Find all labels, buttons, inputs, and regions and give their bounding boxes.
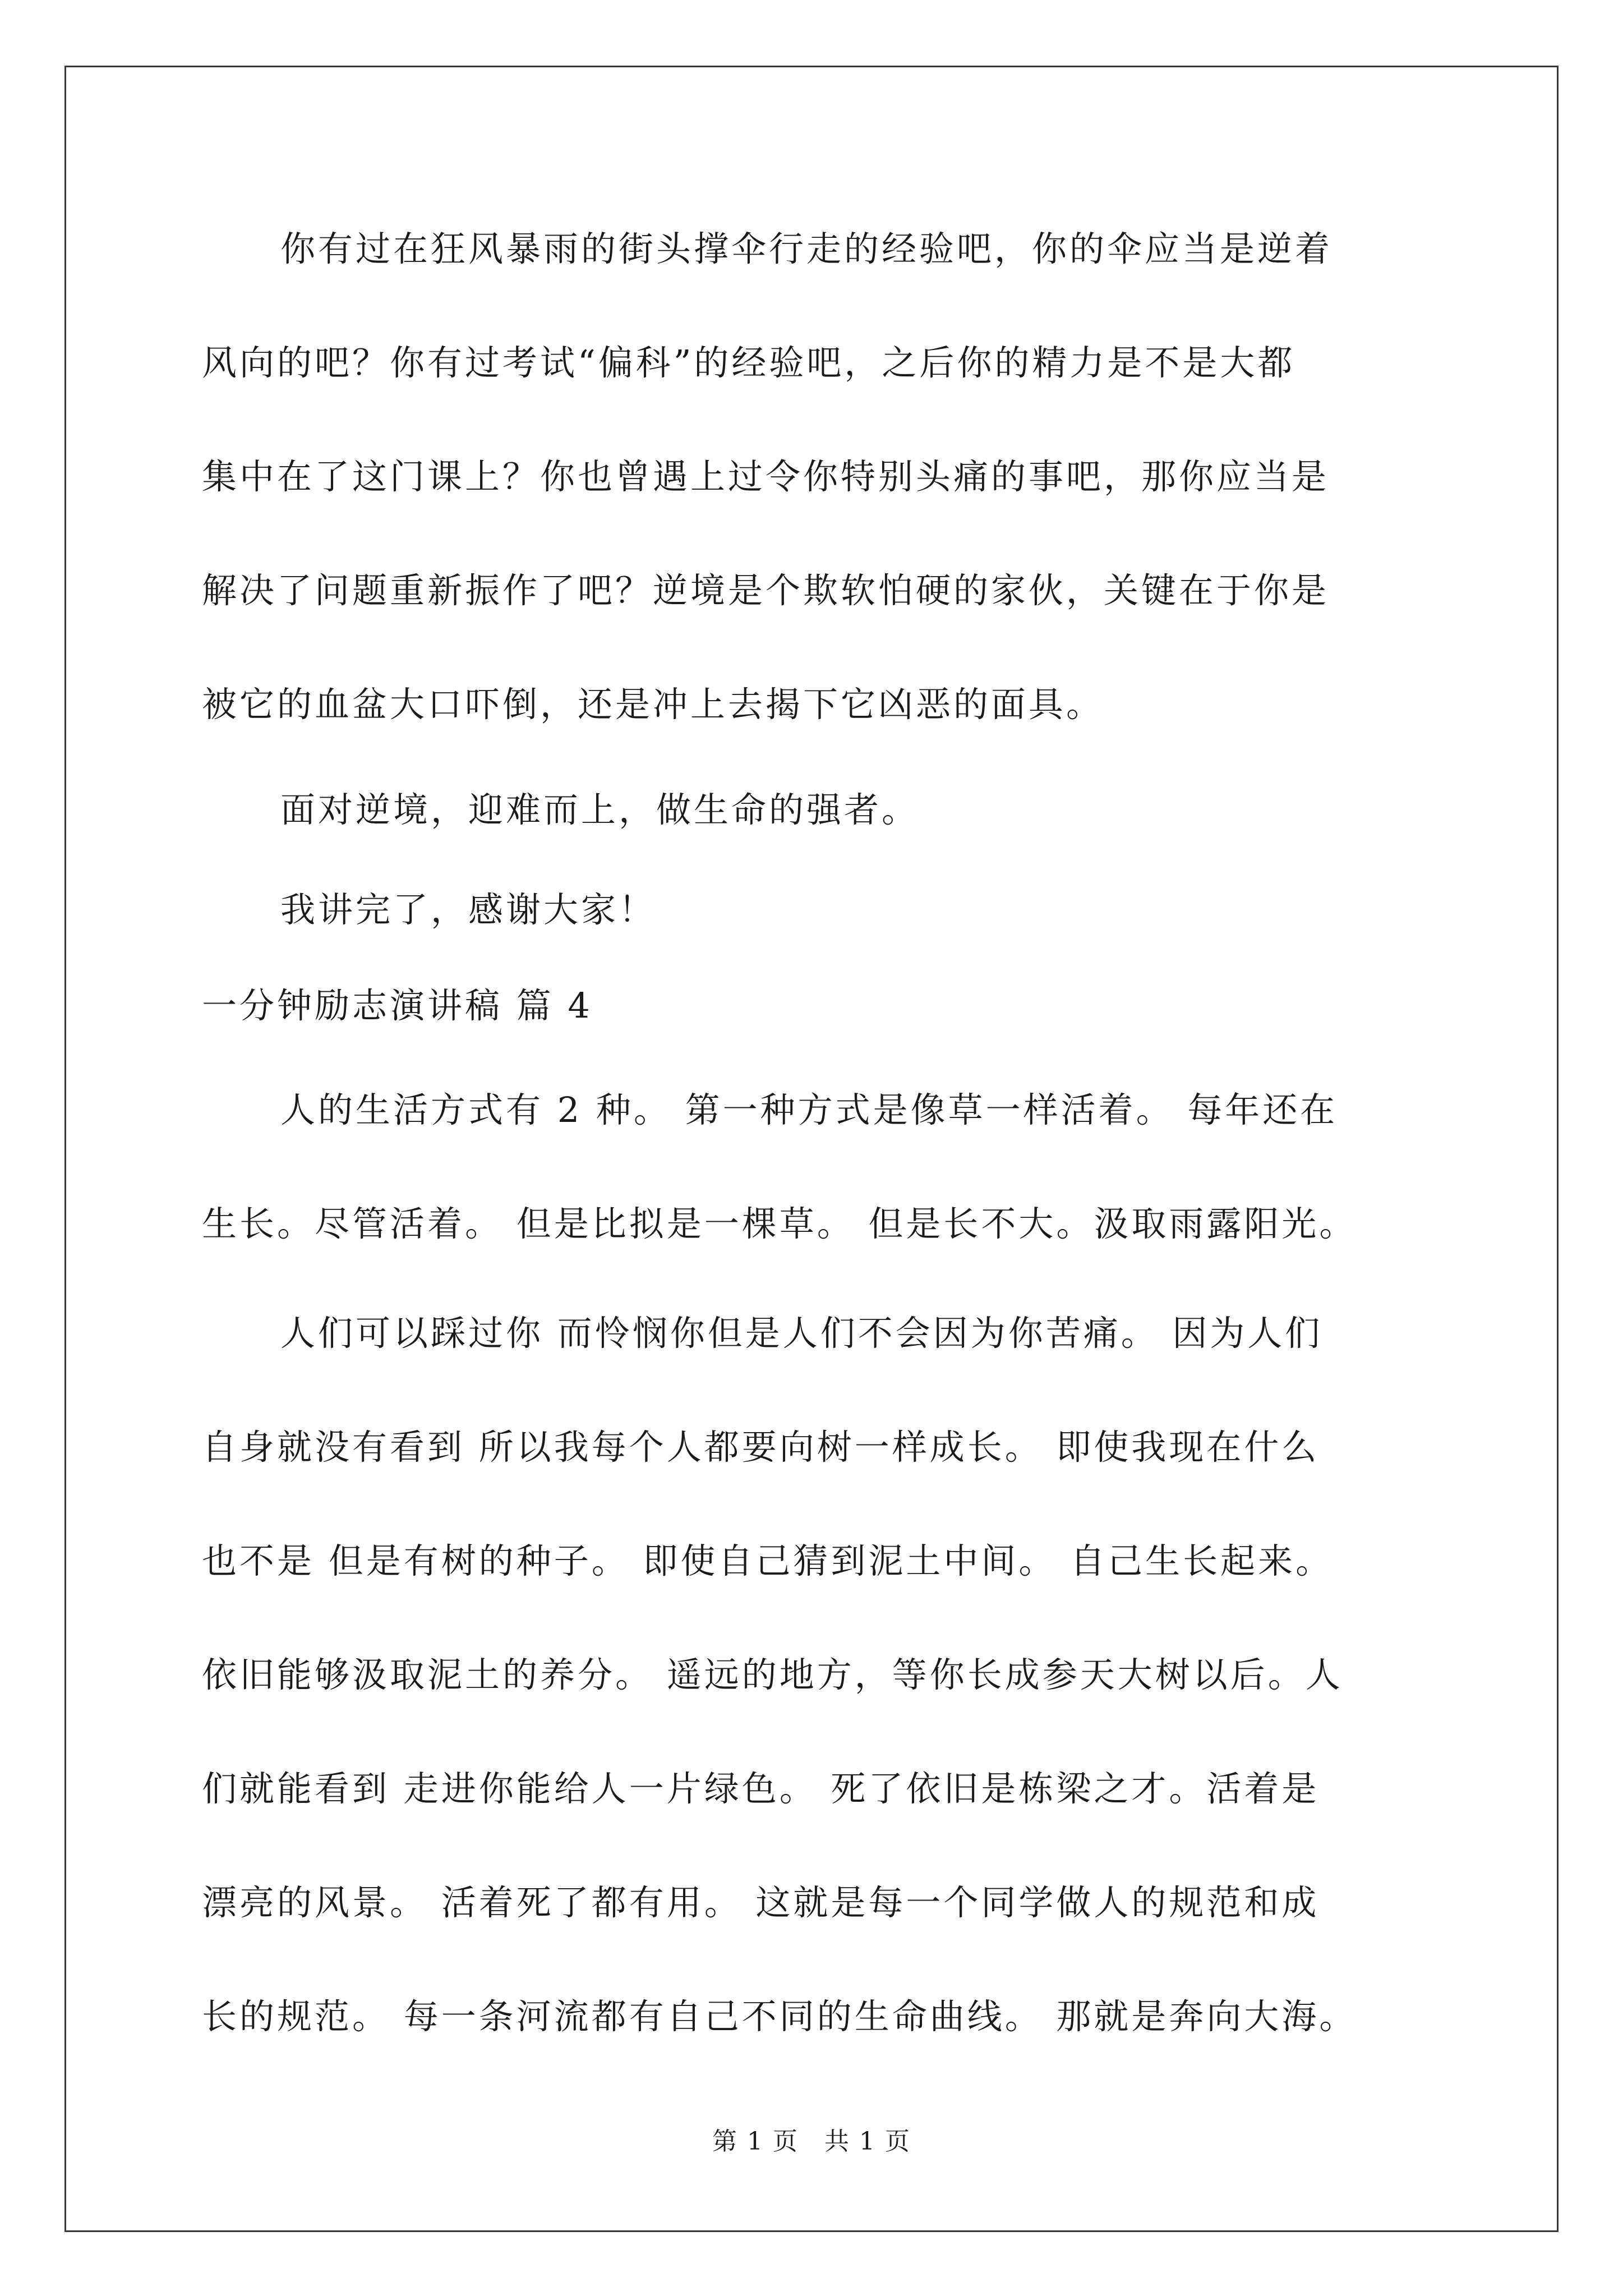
paragraph-line: 你有过在狂风暴雨的街头撑伞行走的经验吧，你的伞应当是逆着 — [280, 228, 1333, 269]
paragraph-line: 们就能看到 走进你能给人一片绿色。 死了依旧是栋梁之才。活着是 — [202, 1768, 1320, 1809]
paragraph-line: 人的生活方式有 2 种。 第一种方式是像草一样活着。 每年还在 — [280, 1089, 1338, 1130]
paragraph-line: 被它的血盆大口吓倒，还是冲上去揭下它凶恶的面具。 — [202, 684, 1104, 725]
paragraph-line: 依旧能够汲取泥土的养分。 遥远的地方，等你长成参天大树以后。人 — [202, 1654, 1343, 1695]
page-footer: 第 1 页 共 1 页 — [712, 2127, 911, 2156]
paragraph-line: 面对逆境，迎难而上，做生命的强者。 — [280, 789, 920, 830]
paragraph-line: 人们可以踩过你 而怜悯你但是人们不会因为你苦痛。 因为人们 — [280, 1313, 1323, 1354]
paragraph-line: 也不是 但是有树的种子。 即使自己猜到泥土中间。 自己生长起来。 — [202, 1540, 1334, 1581]
paragraph-line: 解决了问题重新振作了吧？逆境是个欺软怕硬的家伙，关键在于你是 — [202, 570, 1330, 611]
paragraph-line: 生长。尽管活着。 但是比拟是一棵草。 但是长不大。汲取雨露阳光。 — [202, 1203, 1357, 1244]
paragraph-line: 自身就没有看到 所以我每个人都要向树一样成长。 即使我现在什么 — [202, 1427, 1320, 1467]
section-heading: 一分钟励志演讲稿 篇 4 — [202, 985, 593, 1026]
paragraph-line: 漂亮的风景。 活着死了都有用。 这就是每一个同学做人的规范和成 — [202, 1882, 1320, 1923]
paragraph-line: 风向的吧？你有过考试“偏科”的经验吧，之后你的精力是不是大都 — [202, 342, 1295, 383]
paragraph-line: 我讲完了，感谢大家！ — [280, 889, 657, 930]
paragraph-line: 集中在了这门课上？你也曾遇上过令你特别头痛的事吧，那你应当是 — [202, 456, 1330, 497]
paragraph-line: 长的规范。 每一条河流都有自己不同的生命曲线。 那就是奔向大海。 — [202, 1996, 1357, 2037]
